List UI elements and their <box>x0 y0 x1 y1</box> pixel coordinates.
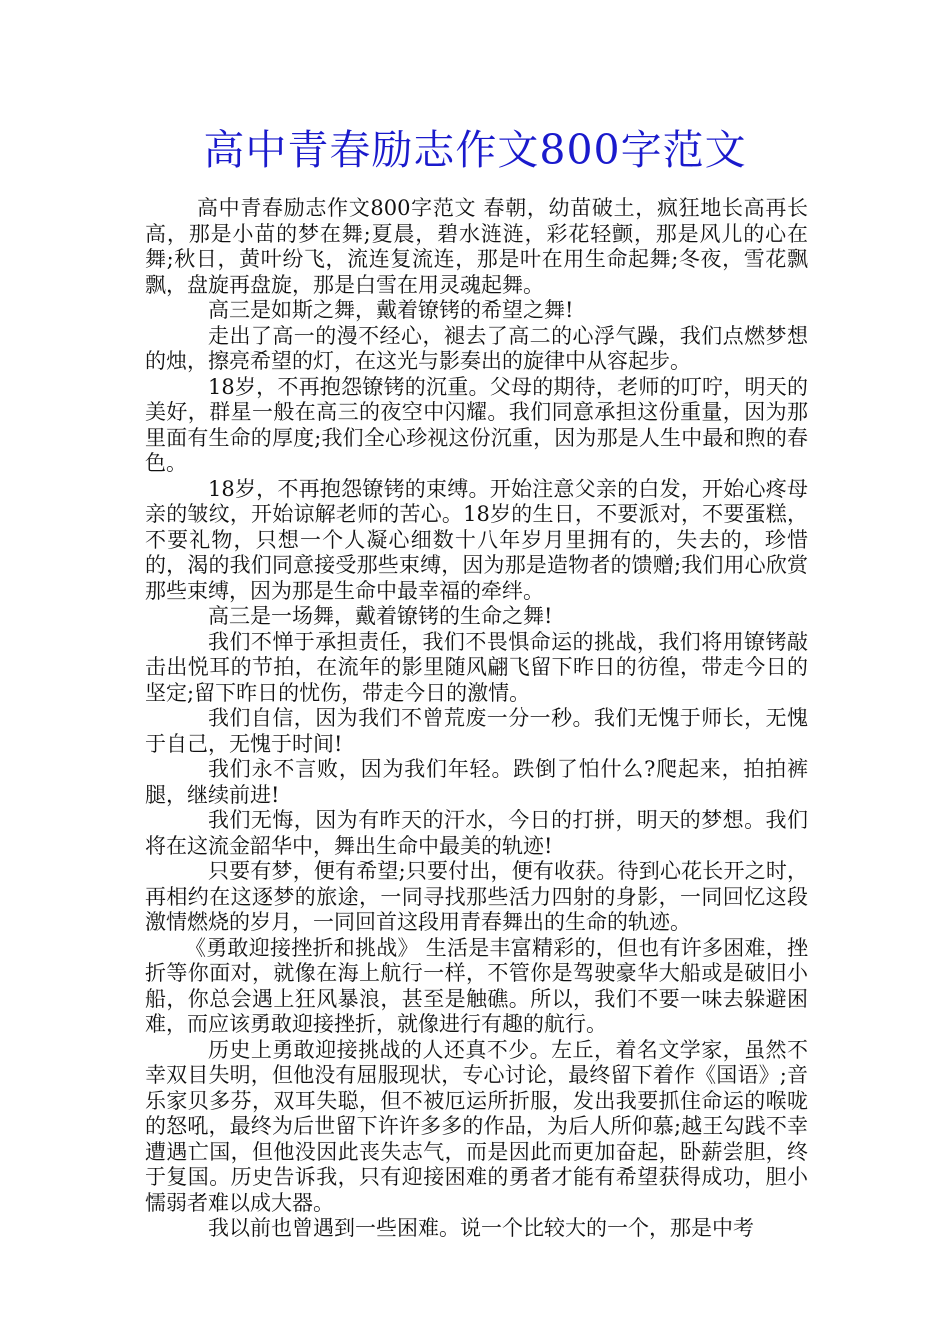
document-body <box>145 196 808 1242</box>
paragraph: 高中青春励志作文800字范文 春朝，幼苗破土，疯狂地长高再长高，那是小苗的梦在舞;夏晨，碧水涟涟，彩花轻颤，那是风儿的心在舞;秋日，黄叶纷飞，流连复流连，那是叶在用生命起舞;冬夜，雪花飘飘，盘旋再盘旋，那是白雪在用灵魂起舞。 <box>145 196 808 297</box>
paragraph: 我们自信，因为我们不曾荒废一分一秒。我们无愧于师长，无愧于自己，无愧于时间! <box>145 706 808 756</box>
paragraph: 历史上勇敢迎接挑战的人还真不少。左丘，着名文学家，虽然不幸双目失明，但他没有屈服现状，专心讨论，最终留下着作《国语》;音乐家贝多芬，双耳失聪，但不被厄运所折服，发出我要抓住命运的喉咙的怒吼，最终为后世留下许许多多的作品，为后人所仰慕;越王勾践不幸遭遇亡国，但他没因此丧失志气，而是因此而更加奋起，卧薪尝胆，终于复国。历史告诉我，只有迎接困难的勇者才能有希望获得成功，胆小懦弱者难以成大器。 <box>145 1037 808 1215</box>
paragraph: 走出了高一的漫不经心，褪去了高二的心浮气躁，我们点燃梦想的烛，擦亮希望的灯，在这光与影奏出的旋律中从容起步。 <box>145 323 808 373</box>
paragraph: 我以前也曾遇到一些困难。说一个比较大的一个，那是中考 <box>208 1216 754 1240</box>
paragraph: 我们不惮于承担责任，我们不畏惧命运的挑战，我们将用镣铐敲击出悦耳的节拍，在流年的影里随风翩飞留下昨日的彷徨，带走今日的坚定;留下昨日的忧伤，带走今日的激情。 <box>145 629 808 705</box>
document-title: 高中青春励志作文800字范文 <box>203 126 747 174</box>
paragraph: 18岁，不再抱怨镣铐的束缚。开始注意父亲的白发，开始心疼母亲的皱纹，开始谅解老师的苦心。18岁的生日，不要派对，不要蛋糕，不要礼物，只想一个人凝心细数十八年岁月里拥有的，失去的，珍惜的，渴的我们同意接受那些束缚，因为那是造物者的馈赠;我们用心欣赏那些束缚，因为那是生命中最幸福的牵绊。 <box>145 476 808 603</box>
paragraph: 《勇敢迎接挫折和挑战》 生活是丰富精彩的，但也有许多困难，挫折等你面对，就像在海上航行一样，不管你是驾驶豪华大船或是破旧小船，你总会遇上狂风暴浪，甚至是触礁。所以，我们不要一味去躲避困难，而应该勇敢迎接挫折，就像进行有趣的航行。 <box>145 935 808 1036</box>
paragraph: 只要有梦，便有希望;只要付出，便有收获。待到心花长开之时，再相约在这逐梦的旅途，一同寻找那些活力四射的身影，一同回忆这段激情燃烧的岁月，一同回首这段用青春舞出的生命的轨迹。 <box>145 859 808 934</box>
paragraph: 高三是一场舞，戴着镣铐的生命之舞! <box>208 604 553 628</box>
paragraph: 我们永不言败，因为我们年轻。跌倒了怕什么?爬起来，拍拍裤腿，继续前进! <box>145 757 808 807</box>
paragraph: 我们无悔，因为有昨天的汗水，今日的打拼，明天的梦想。我们将在这流金韶华中，舞出生命中最美的轨迹! <box>145 808 808 858</box>
paragraph: 18岁，不再抱怨镣铐的沉重。父母的期待，老师的叮咛，明天的美好，群星一般在高三的夜空中闪耀。我们同意承担这份重量，因为那里面有生命的厚度;我们全心珍视这份沉重，因为那是人生中最和煦的春色。 <box>145 374 808 475</box>
paragraph: 高三是如斯之舞，戴着镣铐的希望之舞! <box>208 298 574 322</box>
